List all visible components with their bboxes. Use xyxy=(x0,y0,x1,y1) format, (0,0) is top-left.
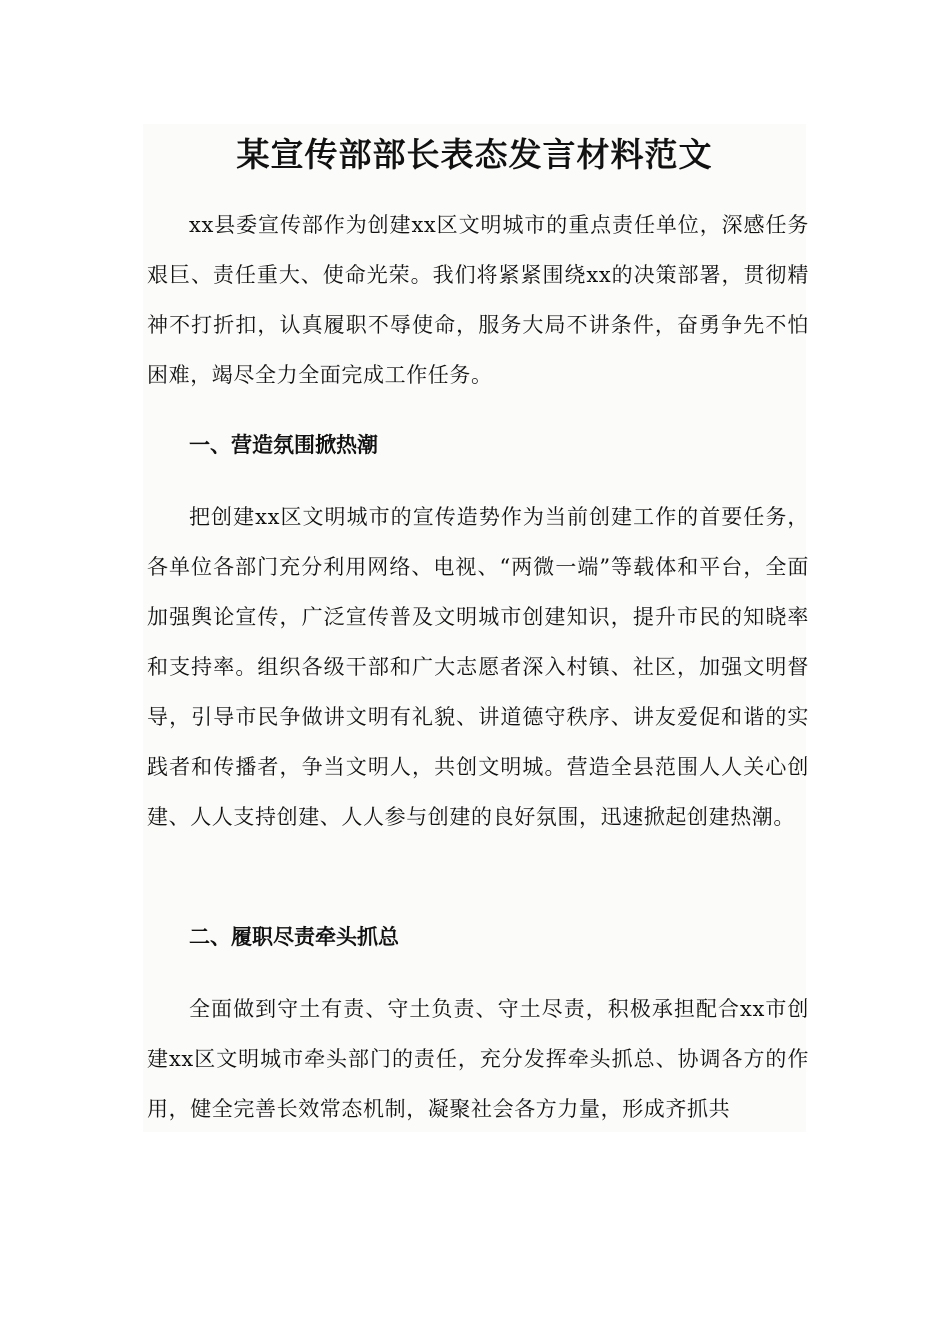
document-page xyxy=(143,124,809,1132)
section-body-1: 把创建xx区文明城市的宣传造势作为当前创建工作的首要任务，各单位各部门充分利用网络、电视、“两微一端”等载体和平台，全面加强舆论宣传，广泛宣传普及文明城市创建知识，提升市民的知晓率和支持率。组织各级干部和广大志愿者深入村镇、社区，加强文明督导，引导市民争做讲文明有礼貌、讲道德守秩序、讲友爱促和谐的实践者和传播者，争当文明人，共创文明城。营造全县范围人人关心创建、人人支持创建、人人参与创建的良好氛围，迅速掀起创建热潮。 xyxy=(147,505,809,829)
intro-paragraph: xx县委宣传部作为创建xx区文明城市的重点责任单位，深感任务艰巨、责任重大、使命光荣。我们将紧紧围绕xx的决策部署，贯彻精神不打折扣，认真履职不辱使命，服务大局不讲条件，奋勇争先不怕困难，竭尽全力全面完成工作任务。 xyxy=(147,213,809,387)
document-title: 某宣传部部长表态发言材料范文 xyxy=(236,135,713,174)
section-heading-1: 一、营造氛围掀热潮 xyxy=(189,433,378,457)
section-body-2: 全面做到守土有责、守土负责、守土尽责，积极承担配合xx市创建xx区文明城市牵头部门的责任，充分发挥牵头抓总、协调各方的作用，健全完善长效常态机制，凝聚社会各方力量，形成齐抓共 xyxy=(147,997,809,1121)
section-heading-2: 二、履职尽责牵头抓总 xyxy=(189,925,399,949)
